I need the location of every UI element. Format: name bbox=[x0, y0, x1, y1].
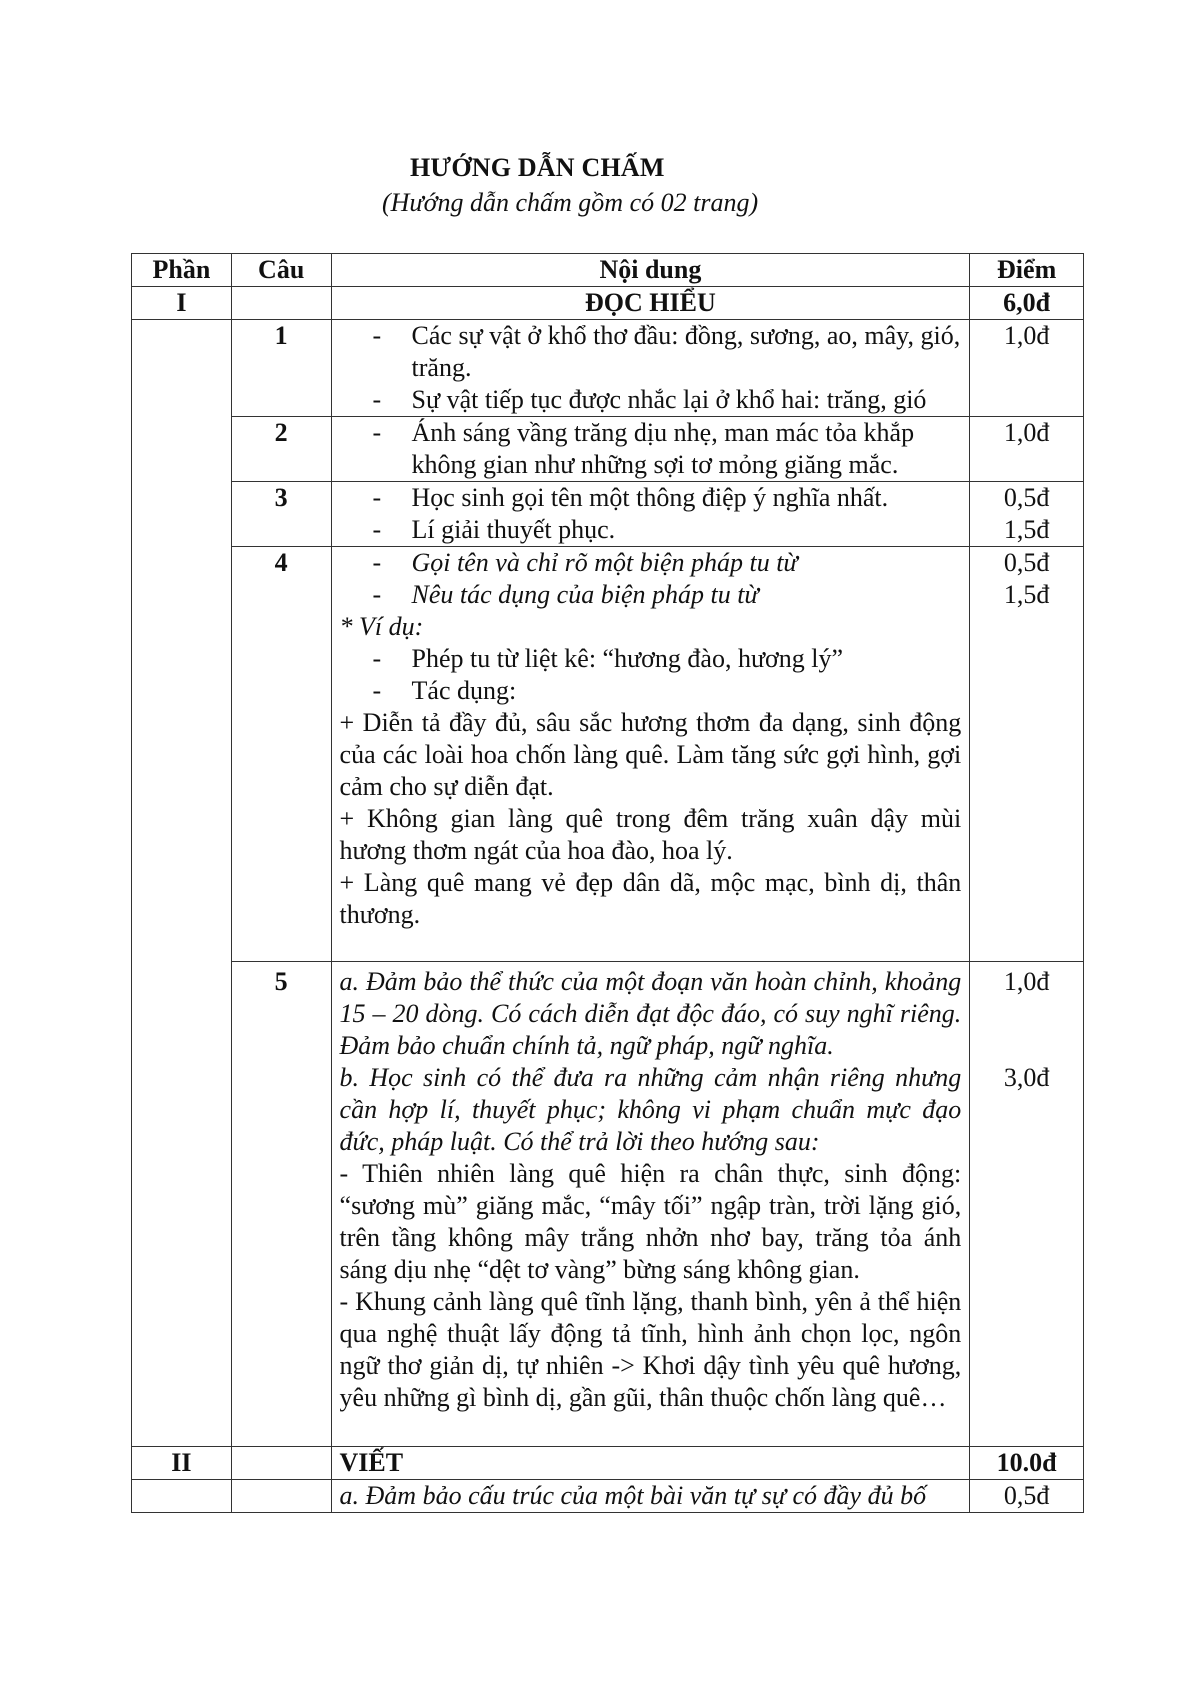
header-diem: Điểm bbox=[970, 254, 1084, 287]
list-item: - Các sự vật ở khổ thơ đầu: đồng, sương, ao, mây, gió, trăng. bbox=[340, 320, 962, 384]
question-content: a. Đảm bảo cấu trúc của một bài văn tự sự có đầy đủ bố bbox=[331, 1480, 970, 1513]
paragraph: b. Học sinh có thể đưa ra những cảm nhận riêng nhưng cần hợp lí, thuyết phục; không vi phạm chuẩn mực đạo đức, pháp luật. Có thể trả lời theo hướng sau: bbox=[339, 1063, 962, 1156]
question-row-4 bbox=[132, 547, 1084, 962]
paragraph: + Làng quê mang vẻ đẹp dân dã, mộc mạc, bình dị, thân thương. bbox=[339, 868, 962, 929]
question-score: 0,5đ bbox=[970, 1480, 1084, 1513]
score-value: 0,5đ bbox=[1003, 483, 1050, 512]
empty-cell bbox=[132, 1480, 232, 1513]
score-value: 3,0đ bbox=[1003, 1063, 1050, 1092]
paragraph: a. Đảm bảo thể thức của một đoạn văn hoàn chỉnh, khoảng 15 – 20 dòng. Có cách diễn đạt độc đáo, có suy nghĩ riêng. Đảm bảo chuẩn chính tả, ngữ pháp, ngữ nghĩa. bbox=[339, 967, 962, 1060]
question-content bbox=[331, 320, 970, 417]
header-cau: Câu bbox=[231, 254, 331, 287]
question-number: 3 bbox=[231, 482, 331, 547]
question-score bbox=[970, 547, 1084, 962]
question-row-5 bbox=[132, 962, 1084, 1447]
section-name: VIẾT bbox=[331, 1447, 970, 1480]
question-row-3 bbox=[132, 482, 1084, 547]
list-item: - Tác dụng: bbox=[340, 675, 962, 707]
list-item: - Nêu tác dụng của biện pháp tu từ bbox=[340, 579, 962, 611]
page-title: HƯỚNG DẪN CHẤM bbox=[410, 153, 665, 182]
page-subtitle: (Hướng dẫn chấm gồm có 02 trang) bbox=[382, 188, 759, 217]
section-number: I bbox=[132, 287, 232, 320]
list-item: - Sự vật tiếp tục được nhắc lại ở khổ hai: trăng, gió bbox=[340, 384, 962, 416]
question-score bbox=[970, 482, 1084, 547]
section-score: 6,0đ bbox=[970, 287, 1084, 320]
question-row-1 bbox=[132, 320, 1084, 417]
empty-cell bbox=[132, 320, 232, 1447]
score-value: 1,0đ bbox=[1003, 967, 1050, 996]
paragraph: - Thiên nhiên làng quê hiện ra chân thực, sinh động: “sương mù” giăng mắc, “mây tối” ngập tràn, trời lặng gió, trên tầng không mây trắng nhởn nhơ bay, trăng tỏa ánh sáng dịu nhẹ “dệt tơ vàng” bừng sáng không gian. bbox=[339, 1159, 962, 1284]
section-score: 10.0đ bbox=[970, 1447, 1084, 1480]
empty-cell bbox=[231, 287, 331, 320]
question-score bbox=[970, 962, 1084, 1447]
score-value: 1,5đ bbox=[1003, 580, 1050, 609]
question-content bbox=[331, 482, 970, 547]
paragraph: + Diễn tả đầy đủ, sâu sắc hương thơm đa dạng, sinh động của các loài hoa chốn làng quê. Làm tăng sức gợi hình, gợi cảm cho sự diễn đạt. bbox=[339, 708, 962, 801]
question-row-2 bbox=[132, 417, 1084, 482]
header-noidung: Nội dung bbox=[331, 254, 970, 287]
question-content bbox=[331, 547, 970, 962]
grading-table bbox=[131, 253, 1084, 1513]
paragraph: - Khung cảnh làng quê tĩnh lặng, thanh bình, yên ả thể hiện qua nghệ thuật lấy động tả tĩnh, hình ảnh chọn lọc, ngôn ngữ thơ giản dị, tự nhiên -> Khơi dậy tình yêu quê hương, yêu những gì bình dị, gần gũi, thân thuộc chốn làng quê… bbox=[339, 1287, 962, 1412]
section-row-doc-hieu bbox=[132, 287, 1084, 320]
section-name: ĐỌC HIỂU bbox=[331, 287, 970, 320]
score-value: 1,5đ bbox=[1003, 515, 1050, 544]
list-item: - Phép tu từ liệt kê: “hương đào, hương lý” bbox=[340, 643, 962, 675]
question-score: 1,0đ bbox=[970, 320, 1084, 417]
list-item: - Gọi tên và chỉ rõ một biện pháp tu từ bbox=[340, 547, 962, 579]
section-number: II bbox=[132, 1447, 232, 1480]
question-number: 5 bbox=[231, 962, 331, 1447]
viet-row-a bbox=[132, 1480, 1084, 1513]
question-score: 1,0đ bbox=[970, 417, 1084, 482]
section-row-viet bbox=[132, 1447, 1084, 1480]
header-phan: Phần bbox=[132, 254, 232, 287]
empty-cell bbox=[231, 1447, 331, 1480]
list-item: - Lí giải thuyết phục. bbox=[340, 514, 962, 546]
empty-cell bbox=[231, 1480, 331, 1513]
example-label: * Ví dụ: bbox=[339, 612, 424, 641]
list-item: - Học sinh gọi tên một thông điệp ý nghĩa nhất. bbox=[340, 482, 962, 514]
question-content bbox=[331, 962, 970, 1447]
question-number: 4 bbox=[231, 547, 331, 962]
score-value: 0,5đ bbox=[1003, 548, 1050, 577]
paragraph: + Không gian làng quê trong đêm trăng xuân dậy mùi hương thơm ngát của hoa đào, hoa lý. bbox=[339, 804, 962, 865]
question-number: 2 bbox=[231, 417, 331, 482]
list-item: - Ánh sáng vầng trăng dịu nhẹ, man mác tỏa khắp không gian như những sợi tơ mỏng giăng mắc. bbox=[340, 417, 962, 481]
question-content bbox=[331, 417, 970, 482]
table-header-row bbox=[132, 254, 1084, 287]
question-number: 1 bbox=[231, 320, 331, 417]
